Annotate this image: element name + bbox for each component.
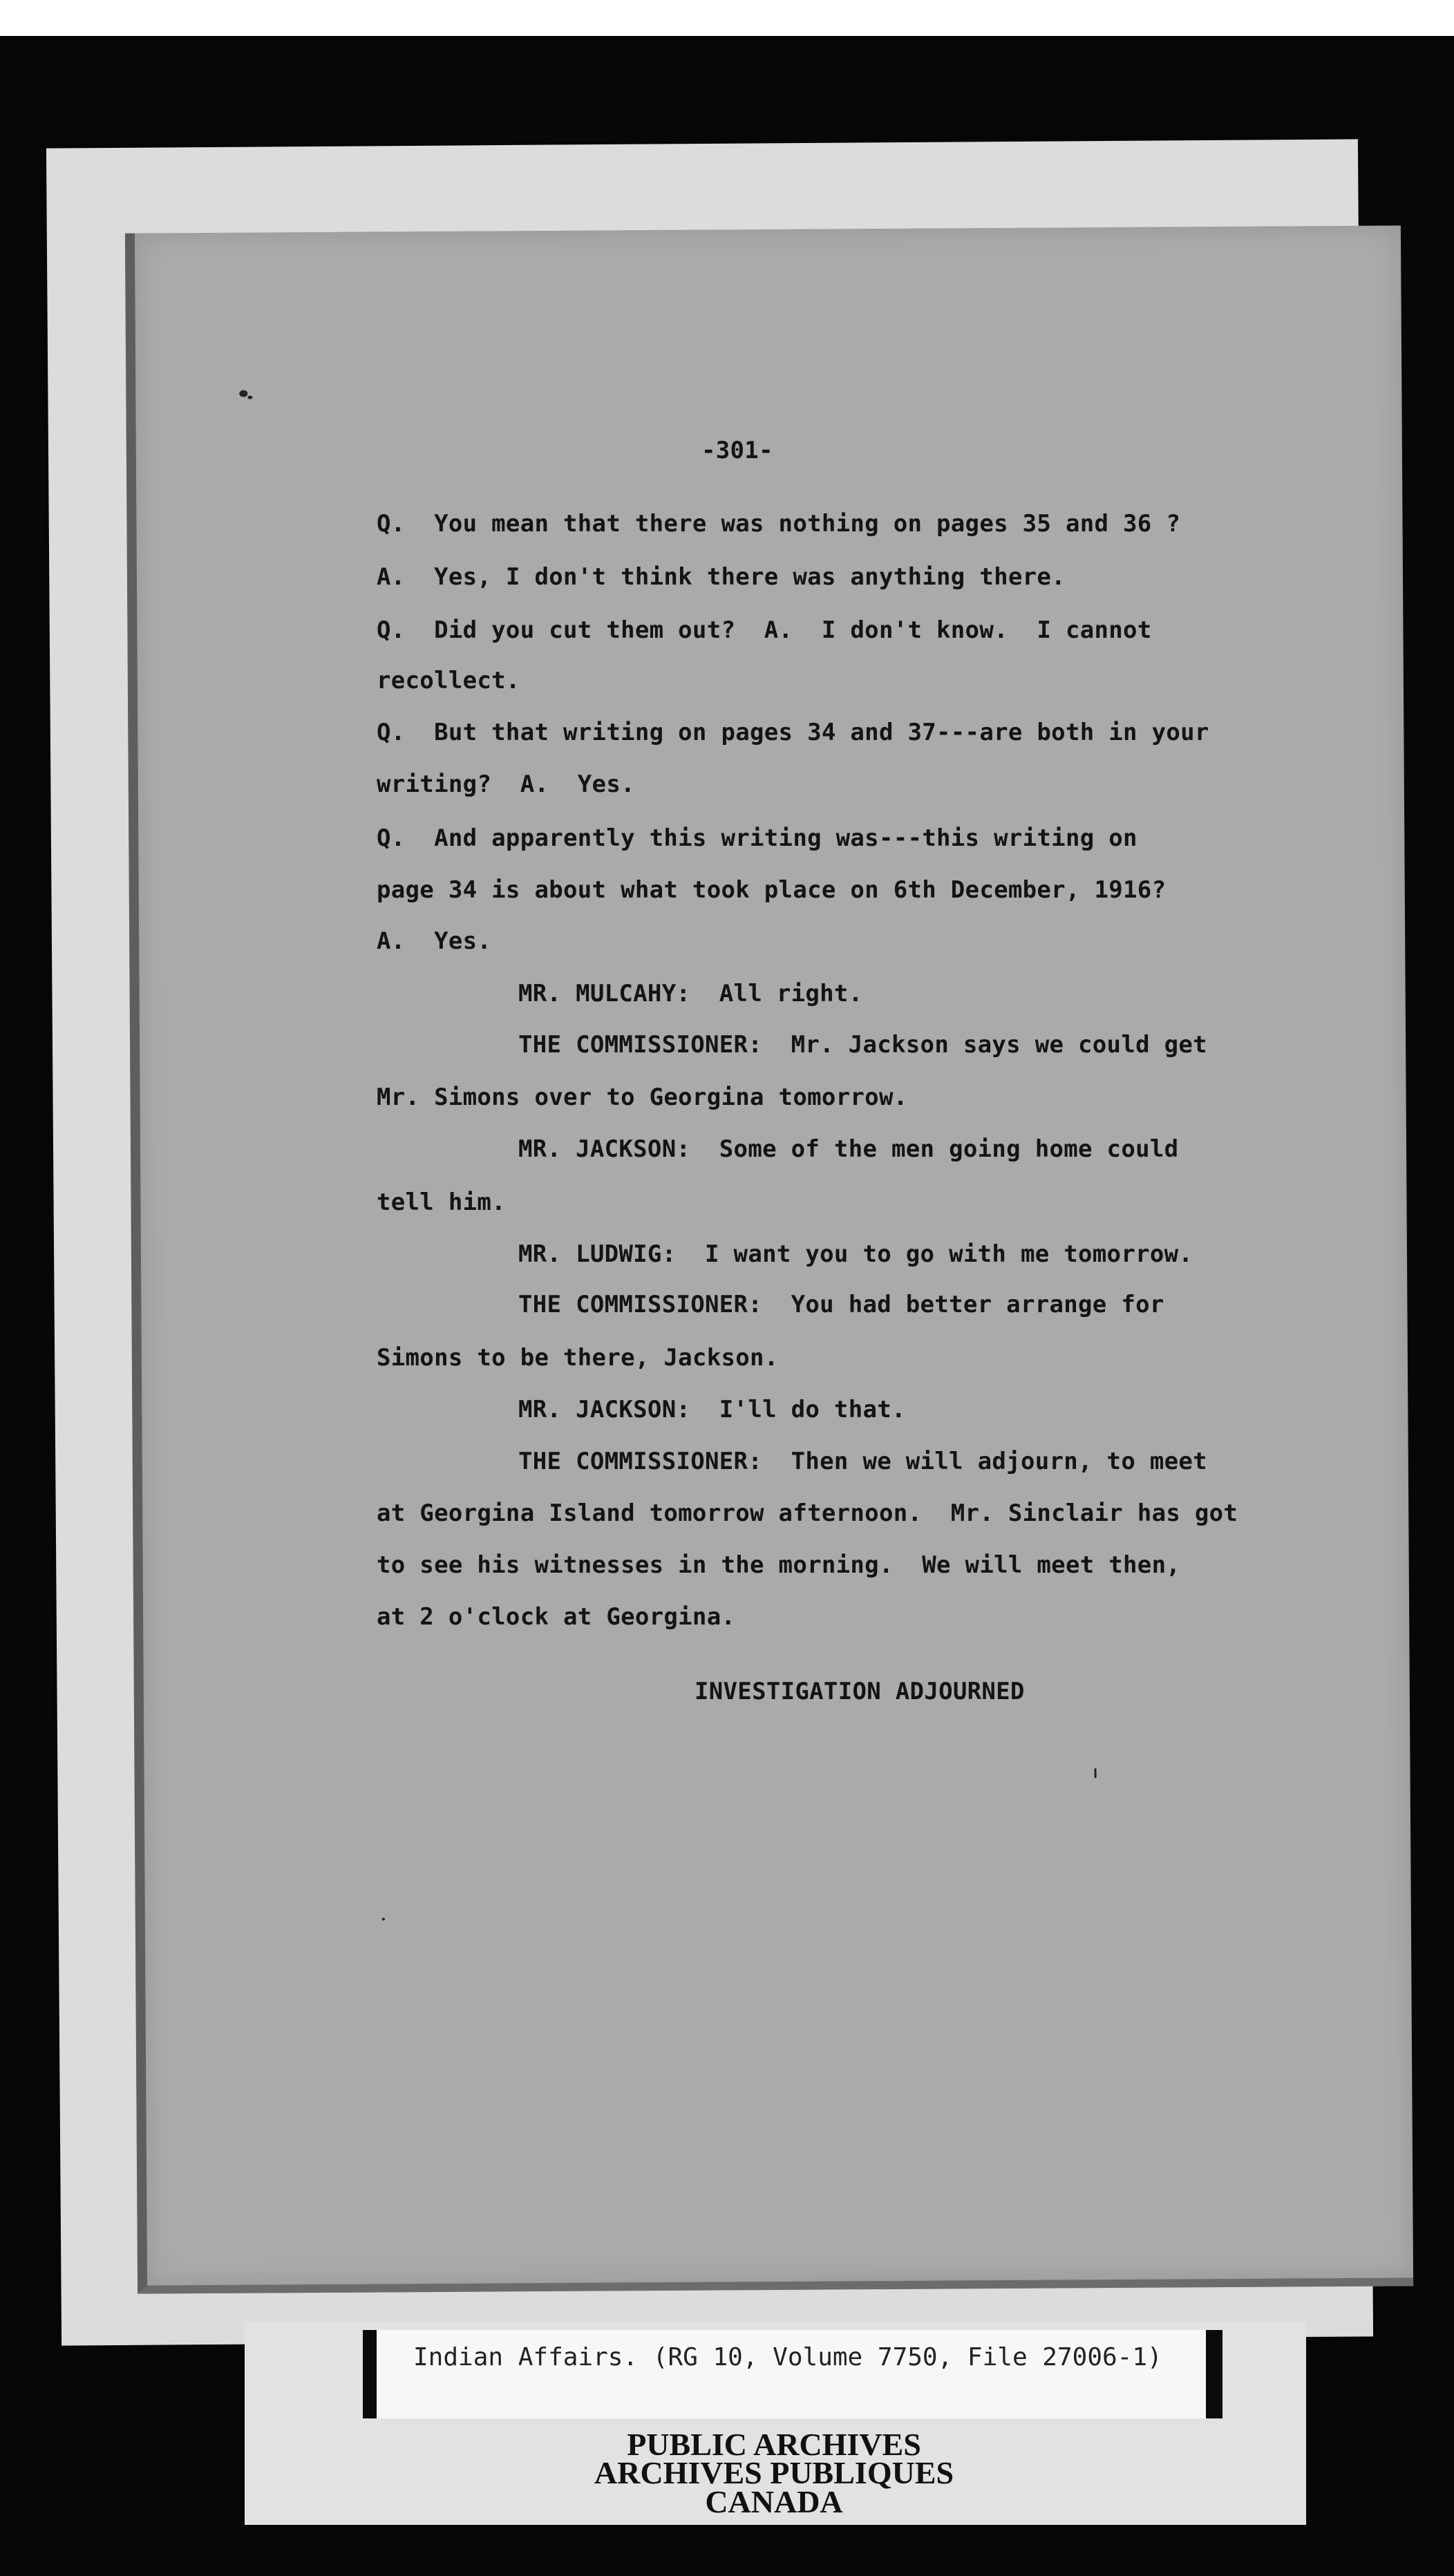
transcript-line: writing? A. Yes. xyxy=(377,770,635,798)
transcript-line: Q. And apparently this writing was---this writing on xyxy=(377,824,1137,852)
transcript-line: at 2 o'clock at Georgina. xyxy=(377,1603,736,1631)
ink-speck xyxy=(1095,1768,1097,1778)
transcript-line: Simons to be there, Jackson. xyxy=(377,1344,779,1372)
transcript-line: Q. But that writing on pages 34 and 37---are both in your xyxy=(377,719,1209,746)
transcript-line: recollect. xyxy=(377,667,520,694)
ink-speck xyxy=(247,396,252,399)
archive-stamp-line: CANADA xyxy=(705,2484,843,2519)
transcript-line: to see his witnesses in the morning. We will meet then, xyxy=(377,1551,1181,1579)
ink-speck xyxy=(239,390,247,397)
speaker-line: THE COMMISSIONER: You had better arrange for xyxy=(518,1291,1164,1318)
speaker-line: MR. MULCAHY: All right. xyxy=(518,980,863,1007)
transcript-line: Q. You mean that there was nothing on pages 35 and 36 ? xyxy=(377,510,1181,538)
transcript-line: tell him. xyxy=(377,1188,506,1216)
speaker-line: THE COMMISSIONER: Mr. Jackson says we could get xyxy=(518,1031,1207,1059)
archive-stamp-line: PUBLIC ARCHIVES xyxy=(627,2427,921,2462)
transcript-line: at Georgina Island tomorrow afternoon. Mr. Sinclair has got xyxy=(377,1499,1238,1527)
transcript-line: Mr. Simons over to Georgina tomorrow. xyxy=(377,1083,908,1111)
speaker-line: MR. LUDWIG: I want you to go with me tomorrow. xyxy=(518,1240,1193,1268)
speaker-line: MR. JACKSON: Some of the men going home could xyxy=(518,1135,1179,1163)
transcript-line: Q. Did you cut them out? A. I don't know. I cannot xyxy=(377,616,1152,644)
transcript-line: A. Yes, I don't think there was anything there. xyxy=(377,563,1066,591)
archive-reference: Indian Affairs. (RG 10, Volume 7750, File 27006-1) xyxy=(413,2343,1162,2371)
transcript-line: A. Yes. xyxy=(377,927,492,955)
transcript-line: page 34 is about what took place on 6th December, 1916? xyxy=(377,876,1167,904)
archive-stamp-line: ARCHIVES PUBLIQUES xyxy=(594,2455,954,2490)
page-number: -301- xyxy=(701,437,773,464)
speaker-line: THE COMMISSIONER: Then we will adjourn, to meet xyxy=(518,1448,1207,1475)
speaker-line: MR. JACKSON: I'll do that. xyxy=(518,1396,906,1423)
closing-line: INVESTIGATION ADJOURNED xyxy=(695,1678,1025,1705)
ink-speck xyxy=(382,1917,385,1920)
